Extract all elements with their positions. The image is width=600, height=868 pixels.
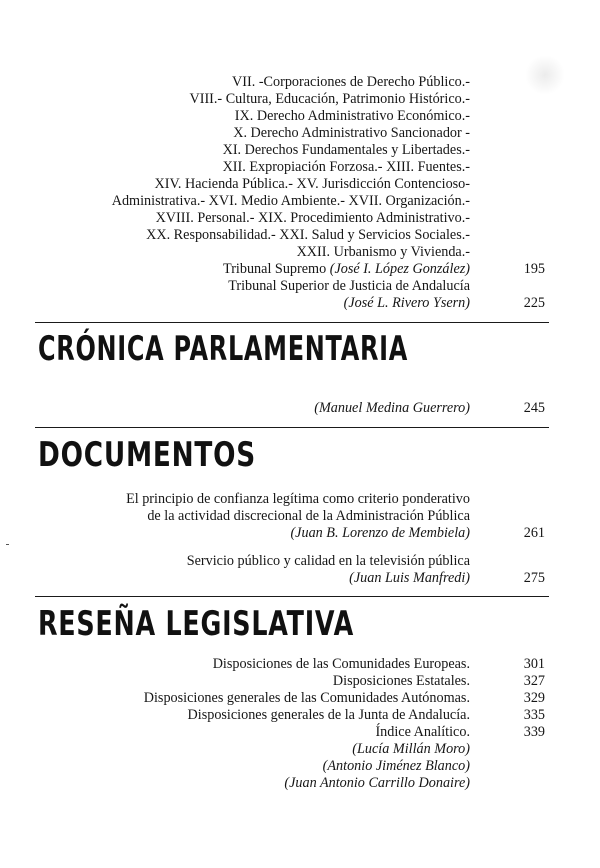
jurisprudencia-line: XVIII. Personal.- XIX. Procedimiento Administrativo.- [155,210,470,226]
jurisprudencia-line: XI. Derechos Fundamentales y Libertades.- [222,142,470,158]
tribunal-andalucia-label: Tribunal Superior de Justicia de Andalucía [228,278,470,294]
jurisprudencia-line: IX. Derecho Administrativo Económico.- [234,108,470,124]
jurisprudencia-line: XXII. Urbanismo y Vivienda.- [296,244,470,260]
resena-author: (Antonio Jiménez Blanco) [322,758,470,774]
jurisprudencia-line: XII. Expropiación Forzosa.- XIII. Fuentes.- [222,159,470,175]
document-author: (Juan Luis Manfredi) [349,570,470,586]
jurisprudencia-line: XX. Responsabilidad.- XXI. Salud y Servicios Sociales.- [146,227,470,243]
page-number: 335 [523,707,545,723]
jurisprudencia-line: VIII.- Cultura, Educación, Patrimonio Histórico.- [189,91,470,107]
section-title-cronica: CRÓNICA PARLAMENTARIA [38,329,408,369]
scan-mark [6,544,9,545]
tribunal-supremo-entry [223,261,470,278]
tribunal-supremo-author: (José I. López González) [329,261,470,277]
document-title: de la actividad discrecional de la Administración Pública [147,508,470,524]
jurisprudencia-line: XIV. Hacienda Pública.- XV. Jurisdicción Contencioso- [154,176,470,192]
document-title: Servicio público y calidad en la televisión pública [186,553,470,569]
section-title-resena: RESEÑA LEGISLATIVA [38,604,354,644]
legislation-entry: Disposiciones Estatales. [332,673,470,689]
page-number: 329 [523,690,545,706]
legislation-entry: Disposiciones generales de la Junta de Andalucía. [187,707,470,723]
page-number: 339 [523,724,545,740]
page-number: 245 [523,400,545,416]
page-number: 261 [523,525,545,541]
page-number: 301 [523,656,545,672]
legislation-entry: Índice Analítico. [375,724,470,740]
jurisprudencia-line: X. Derecho Administrativo Sancionador - [233,125,470,141]
section-title-documentos: DOCUMENTOS [38,435,256,475]
page-number: 327 [523,673,545,689]
resena-author: (Lucía Millán Moro) [352,741,470,757]
jurisprudencia-line: Administrativa.- XVI. Medio Ambiente.- XVII. Organización.- [111,193,470,209]
jurisprudencia-line: VII. -Corporaciones de Derecho Público.- [232,74,470,90]
document-title: El principio de confianza legítima como criterio ponderativo [126,491,470,507]
page-number: 225 [523,295,545,311]
section-divider [35,427,549,428]
document-author: (Juan B. Lorenzo de Membiela) [290,525,470,541]
scan-smudge [525,55,565,95]
resena-author: (Juan Antonio Carrillo Donaire) [284,775,470,791]
tribunal-andalucia-author: (José L. Rivero Ysern) [343,295,470,311]
legislation-entry: Disposiciones de las Comunidades Europeas. [212,656,470,672]
legislation-entry: Disposiciones generales de las Comunidades Autónomas. [143,690,470,706]
page-number: 195 [523,261,545,277]
page-number: 275 [523,570,545,586]
section-divider [35,322,549,323]
section-divider [35,596,549,597]
cronica-author: (Manuel Medina Guerrero) [314,400,470,416]
tribunal-supremo-label: Tribunal Supremo [223,261,327,277]
